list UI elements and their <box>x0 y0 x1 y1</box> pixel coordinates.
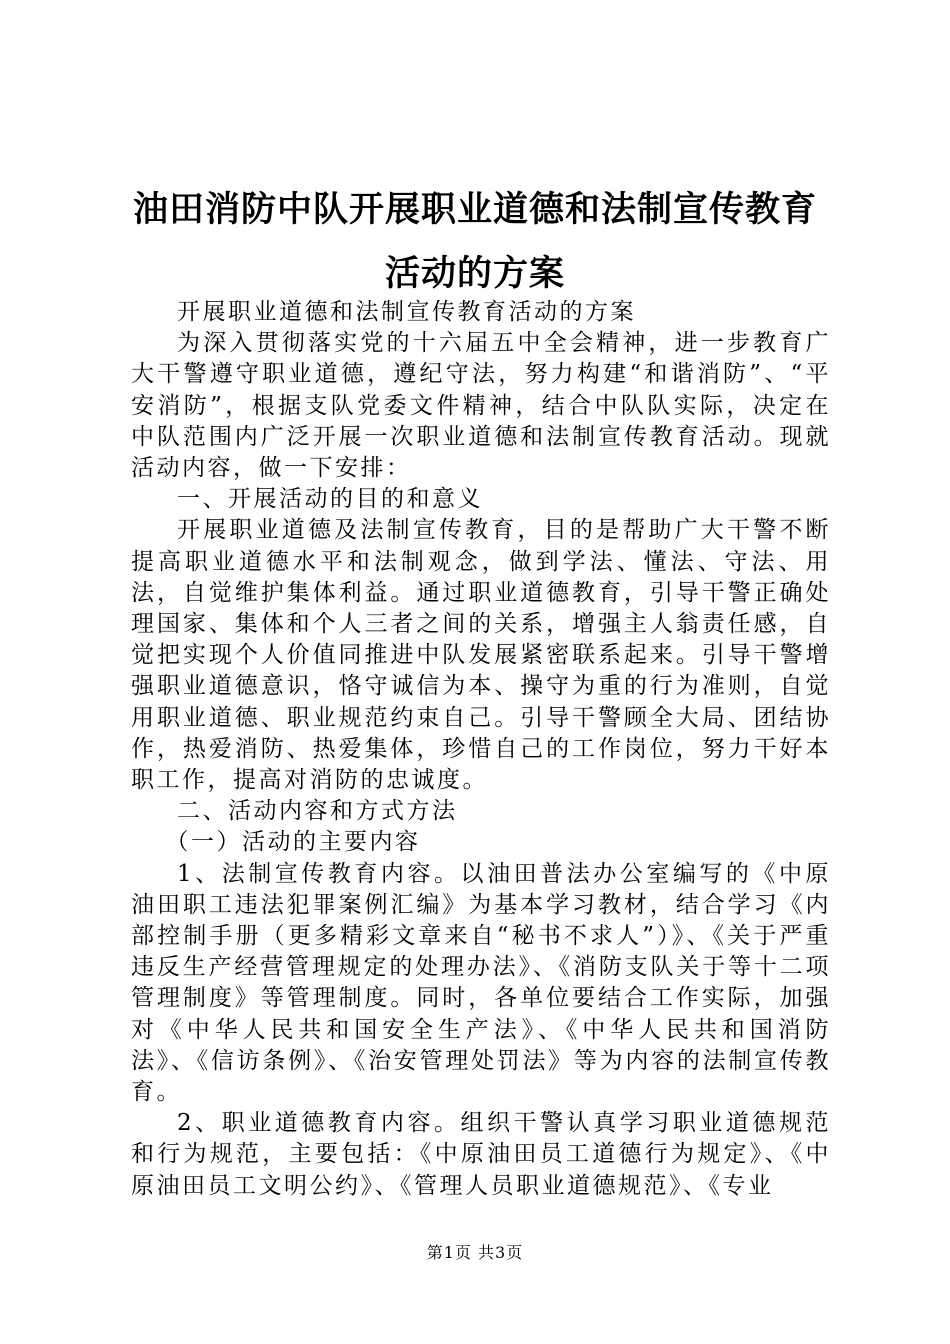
subsection-heading-main-content: （一）活动的主要内容 <box>165 829 421 856</box>
section-heading-purpose: 一、开展活动的目的和意义 <box>177 486 483 513</box>
paragraph-subtitle: 开展职业道德和法制宣传教育活动的方案 <box>177 299 636 325</box>
document-body <box>131 297 831 1202</box>
paragraph-ethics-education: 2、职业道德教育内容。组织干警认真学习职业道德规范和行为规范，主要包括：《中原油田员工道德行为规定》、《中原油田员工文明公约》、《管理人员职业道德规范》、《专业 <box>131 1110 831 1199</box>
paragraph-intro: 为深入贯彻落实党的十六届五中全会精神，进一步教育广大干警遵守职业道德，遵纪守法，努力构建“和谐消防”、“平安消防”，根据支队党委文件精神，结合中队队实际，决定在中队范围内广泛开展一次职业道德和法制宣传教育活动。现就活动内容，做一下安排： <box>131 330 831 482</box>
page-footer: 第1页 共3页 <box>426 1243 524 1262</box>
paragraph-legal-education: 1、法制宣传教育内容。以油田普法办公室编写的《中原油田职工违法犯罪案例汇编》为基本学习教材，结合学习《内部控制手册（更多精彩文章来自“秘书不求人”）》、《关于严重违反生产经营管理规定的处理办法》、《消防支队关于等十二项管理制度》等管理制度。同时，各单位要结合工作实际，加强对《中华人民共和国安全生产法》、《中华人民共和国消防法》、《信访条例》、《治安管理处罚法》等为内容的法制宣传教育。 <box>131 860 831 1106</box>
section-heading-content: 二、活动内容和方式方法 <box>177 798 458 825</box>
document-title: 油田消防中队开展职业道德和法制宣传教育活动的方案 <box>132 189 817 294</box>
paragraph-purpose: 开展职业道德及法制宣传教育，目的是帮助广大干警不断提高职业道德水平和法制观念，做到学法、懂法、守法、用法，自觉维护集体利益。通过职业道德教育，引导干警正确处理国家、集体和个人三者之间的关系，增强主人翁责任感，自觉把实现个人价值同推进中队发展紧密联系起来。引导干警增强职业道德意识，恪守诚信为本、操守为重的行为准则，自觉用职业道德、职业规范约束自己。引导干警顾全大局、团结协作，热爱消防、热爱集体，珍惜自己的工作岗位，努力干好本职工作，提高对消防的忠诚度。 <box>131 517 831 794</box>
